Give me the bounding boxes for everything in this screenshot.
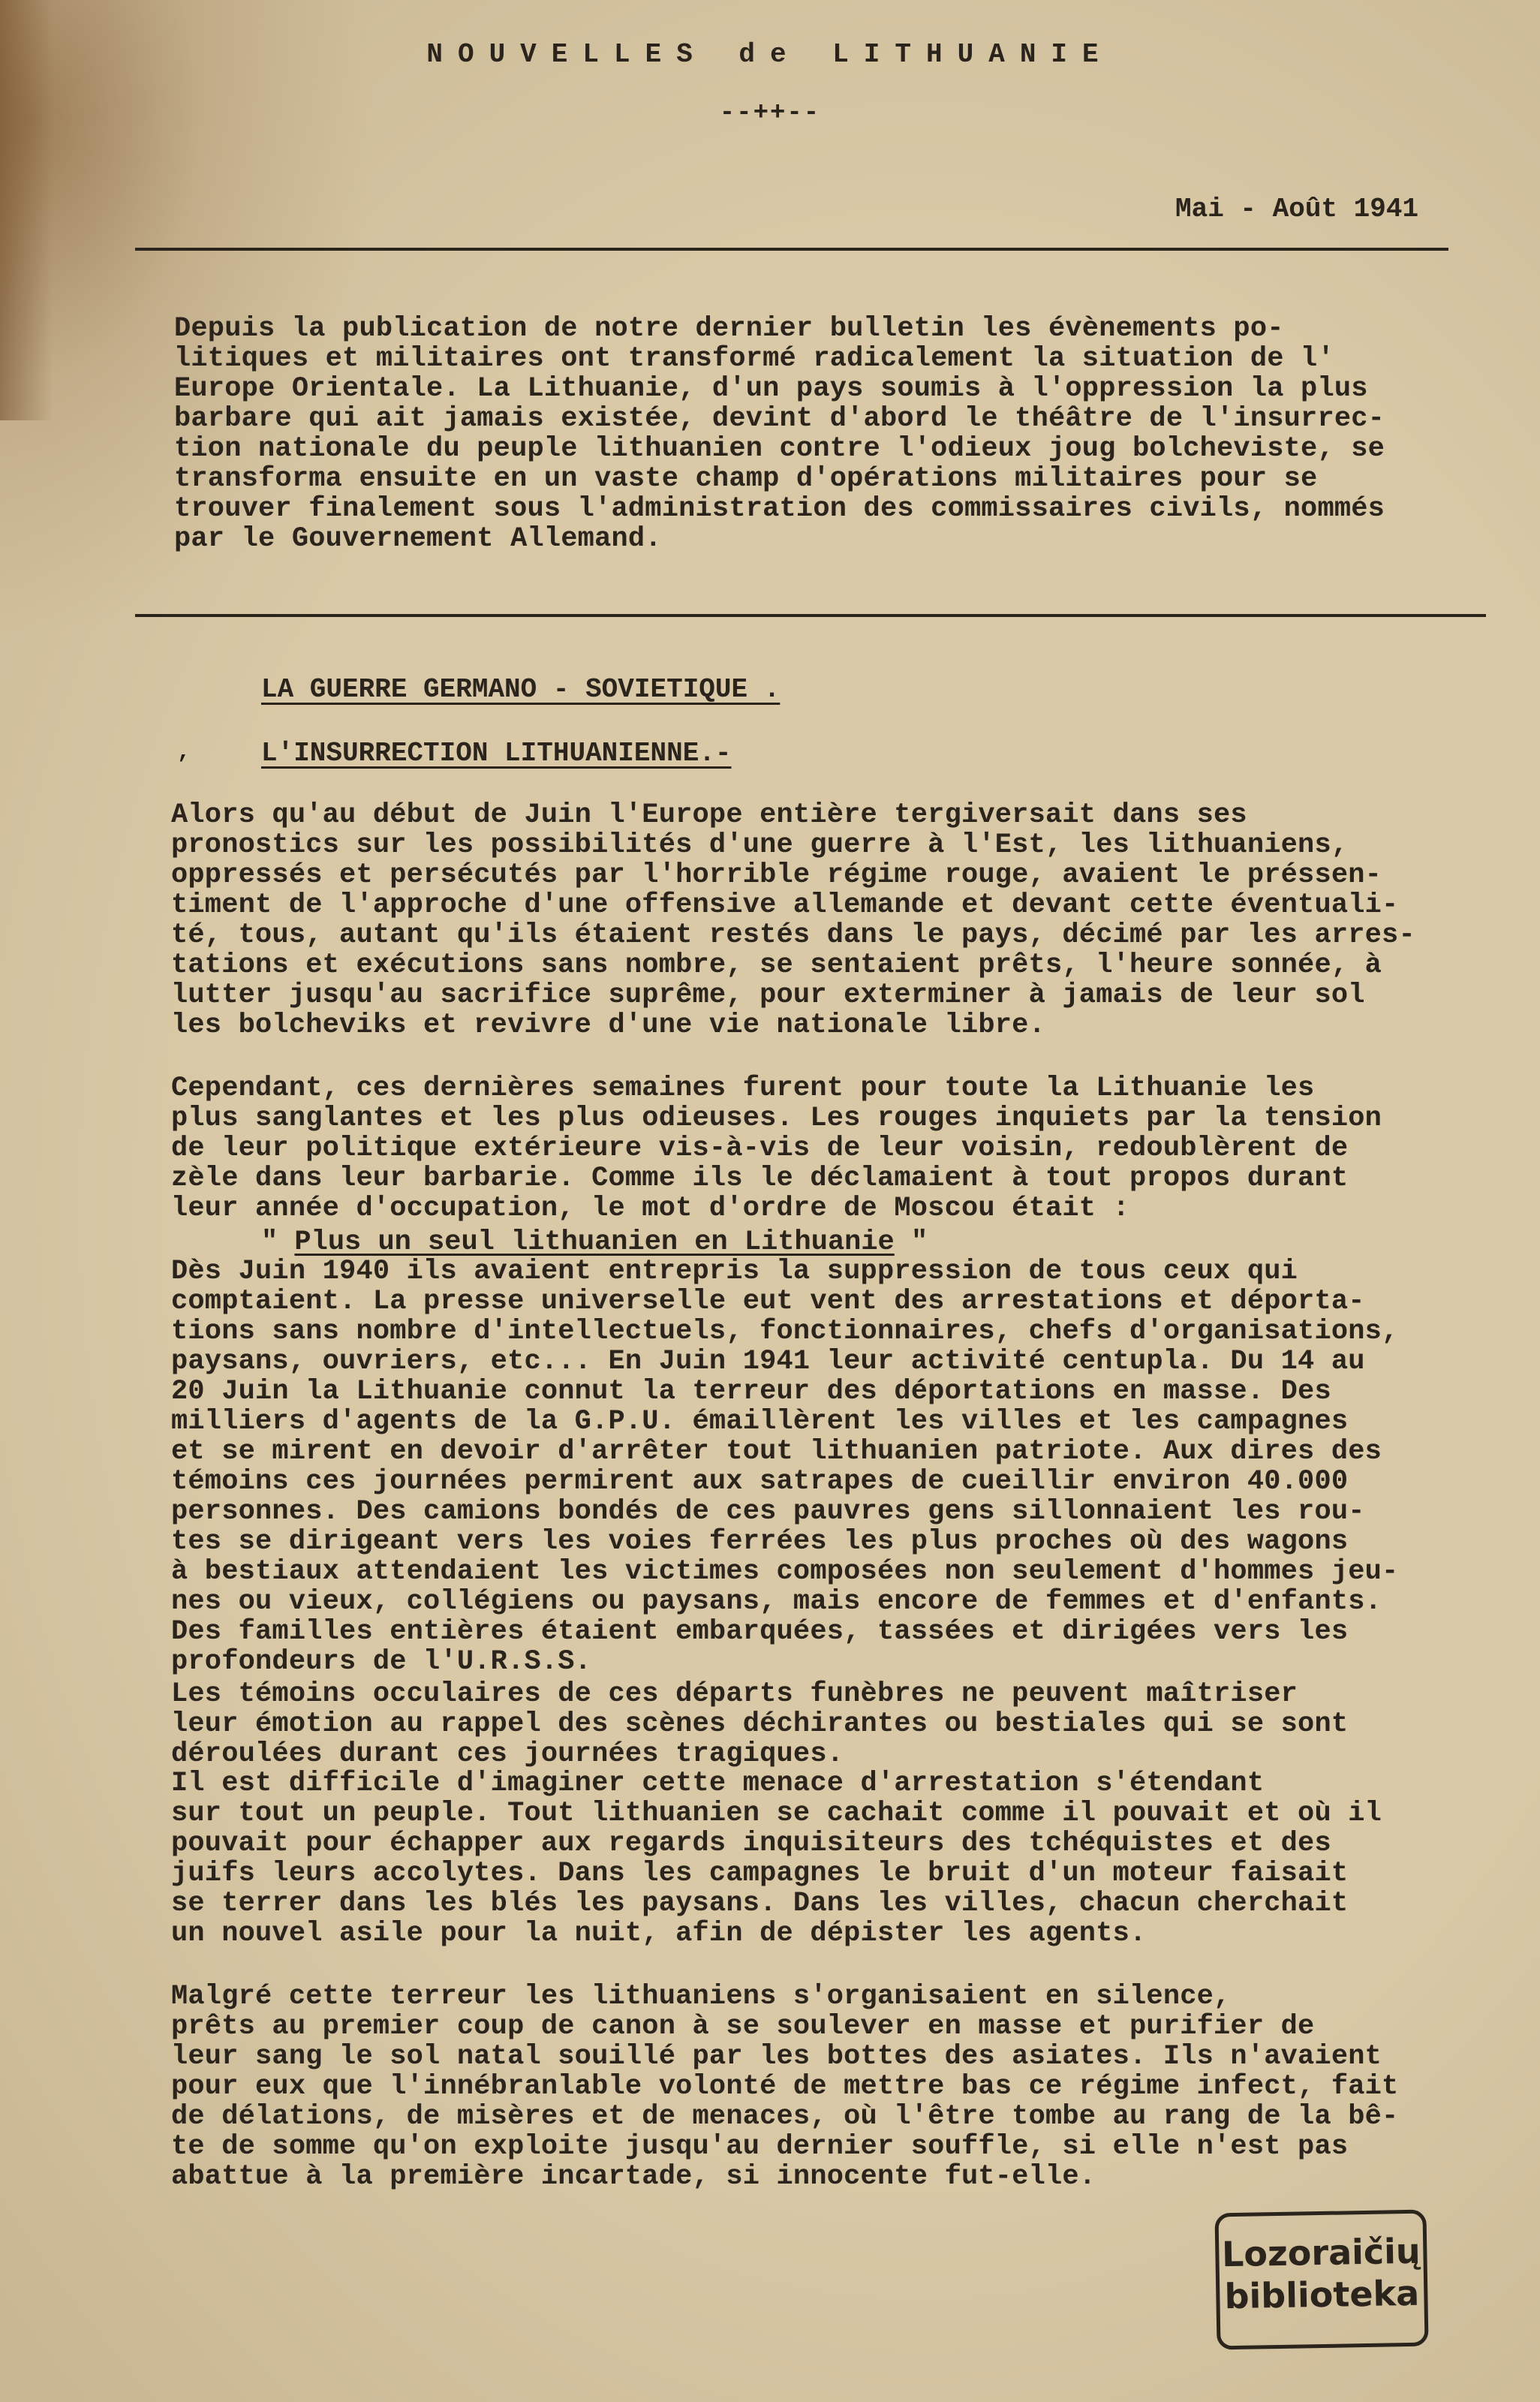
divider-top	[135, 248, 1448, 251]
paragraph-5: Il est difficile d'imaginer cette menace d'arrestation s'étendant sur tout un peuple. Tout lithuanien se cachait comme il pouvait et où il pouvait pour échapper aux regards inquisiteurs des tchéquistes et des juifs leurs accolytes. Dans les campagnes le bruit d'un moteur faisait se terrer dans les blés les paysans. Dans les villes, chacun cherchait un nouvel asile pour la nuit, afin de dépister les agents.	[171, 1768, 1382, 1949]
paragraph-4: Les témoins occulaires de ces départs funèbres ne peuvent maîtriser leur émotion au rappel des scènes déchirantes ou bestiales qui se sont déroulées durant ces journées tragiques.	[171, 1678, 1349, 1770]
title-ornament: --++--	[719, 99, 821, 128]
quote-close-mark: "	[894, 1227, 928, 1258]
issue-date: Mai - Août 1941	[1175, 194, 1419, 224]
newsletter-title: NOUVELLES de LITHUANIE	[426, 39, 1114, 70]
section-heading: LA GUERRE GERMANO - SOVIETIQUE .	[261, 674, 781, 705]
stamp-line-2: biblioteka	[1224, 2272, 1420, 2317]
intro-paragraph: Depuis la publication de notre dernier bulletin les évènements po- litiques et militaires ont transformé radicalement la situation de l' Europe Orientale. La Lithuanie, d'un pays soumis à l'oppression la plus barbare qui ait jamais existée, devint d'abord le théâtre de l'insurrec- tion nationale du peuple lithuanien contre l'odieux joug bolcheviste, se transforma ensuite en un vaste champ d'opérations militaires pour se trouver finalement sous l'administration des commissaires civils, nommés par le Gouvernement Allemand.	[174, 313, 1385, 555]
stamp-line-1: Lozoraičių	[1221, 2230, 1421, 2275]
divider-section	[135, 614, 1486, 617]
quote-open-mark: "	[261, 1227, 295, 1258]
stray-mark: ,	[177, 739, 191, 765]
paragraph-6: Malgré cette terreur les lithuaniens s'organisaient en silence, prêts au premier coup de canon à se soulever en masse et purifier de leur sang le sol natal souillé par les bottes des asiates. Ils n'avaient pour eux que l'innébranlable volonté de mettre bas ce régime infect, fait de délations, de misères et de menaces, où l'être tombe au rang de la bê- te de somme qu'on exploite jusqu'au dernier souffle, si elle n'est pas abattue à la première incartade, si innocente fut-elle.	[171, 1981, 1399, 2193]
slogan-quote	[261, 1227, 928, 1258]
slogan-text: Plus un seul lithuanien en Lithuanie	[294, 1227, 895, 1258]
paragraph-3: Dès Juin 1940 ils avaient entrepris la suppression de tous ceux qui comptaient. La presse universelle eut vent des arrestations et déporta- tions sans nombre d'intellectuels, fonctionnaires, chefs d'organisations, paysans, ouvriers, etc... En Juin 1941 leur activité centupla. Du 14 au 20 Juin la Lithuanie connut la terreur des déportations en masse. Des milliers d'agents de la G.P.U. émaillèrent les villes et les campagnes et se mirent en devoir d'arrêter tout lithuanien patriote. Aux dires des témoins ces journées permirent aux satrapes de cueillir environ 40.000 personnes. Des camions bondés de ces pauvres gens sillonnaient les rou- tes se dirigeant vers les voies ferrées les plus proches où des wagons à bestiaux attendaient les victimes composées non seulement d'hommes jeu- nes ou vieux, collégiens ou paysans, mais encore de femmes et d'enfants. Des familles entières étaient embarquées, tassées et dirigées vers les profondeurs de l'U.R.S.S.	[171, 1256, 1399, 1678]
section-subheading: L'INSURRECTION LITHUANIENNE.-	[261, 738, 732, 769]
paragraph-1: Alors qu'au début de Juin l'Europe entière tergiversait dans ses pronostics sur les possibilités d'une guerre à l'Est, les lithuaniens, oppressés et persécutés par l'horrible régime rouge, avaient le préssen- timent de l'approche d'une offensive allemande et devant cette éventuali- té, tous, autant qu'ils étaient restés dans le pays, décimé par les arres- tations et exécutions sans nombre, se sentaient prêts, l'heure sonnée, à lutter jusqu'au sacrifice suprême, pour exterminer à jamais de leur sol les bolcheviks et revivre d'une vie nationale libre.	[171, 799, 1415, 1041]
library-stamp	[1214, 2210, 1428, 2350]
paragraph-2: Cependant, ces dernières semaines furent pour toute la Lithuanie les plus sanglantes et les plus odieuses. Les rouges inquiets par la tension de leur politique extérieure vis-à-vis de leur voisin, redoublèrent de zèle dans leur barbarie. Comme ils le déclamaient à tout propos durant leur année d'occupation, le mot d'ordre de Moscou était :	[171, 1073, 1382, 1224]
